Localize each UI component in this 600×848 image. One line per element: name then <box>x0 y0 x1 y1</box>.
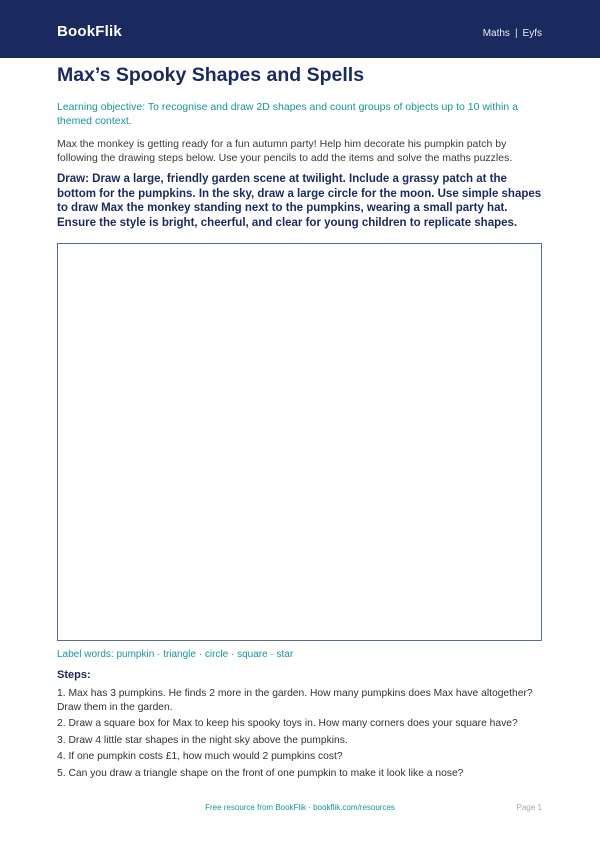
steps-list <box>57 687 547 783</box>
page-title: Max’s Spooky Shapes and Spells <box>57 64 365 86</box>
intro-paragraph: Max the monkey is getting ready for a fun autumn party! Help him decorate his pumpkin patch by following the drawing steps below. Use your pencils to add the items and solve the maths puzzles. <box>57 138 513 164</box>
brand-logo[interactable]: BookFlik <box>57 23 122 40</box>
step-item: 4. If one pumpkin costs £1, how much would 2 pumpkins cost? <box>57 751 343 762</box>
footer-credit[interactable]: Free resource from BookFlik · bookflik.com/resources <box>205 803 395 812</box>
step-item: 1. Max has 3 pumpkins. He finds 2 more in the garden. How many pumpkins does Max have altogether? Draw them in the garden. <box>57 688 533 713</box>
step-item: 2. Draw a square box for Max to keep his spooky toys in. How many corners does your square have? <box>57 718 518 729</box>
breadcrumb-subject[interactable]: Maths <box>482 28 510 39</box>
page-number: Page 1 <box>516 803 542 812</box>
step-item: 5. Can you draw a triangle shape on the front of one pumpkin to make it look like a nose? <box>57 767 464 779</box>
learning-objective: Learning objective: To recognise and draw 2D shapes and count groups of objects up to 10 within a themed context. <box>57 101 518 127</box>
step-item: 3. Draw 4 little star shapes in the night sky above the pumpkins. <box>57 734 348 746</box>
steps-heading: Steps: <box>57 669 91 681</box>
drawing-area[interactable] <box>57 243 542 641</box>
breadcrumb-separator: | <box>514 28 518 39</box>
header-bar <box>0 0 600 58</box>
label-words: Label words: pumpkin · triangle · circle · square · star <box>57 649 294 660</box>
draw-instruction: Draw: Draw a large, friendly garden scene at twilight. Include a grassy patch at the bottom for the pumpkins. In the sky, draw a large circle for the moon. Use simple shapes to draw Max the monkey standing next to the pumpkins, wearing a small party hat. Ensure the style is bright, cheerful, and clear for young children to replicate shapes. <box>57 173 542 229</box>
breadcrumb-level[interactable]: Eyfs <box>522 28 542 39</box>
breadcrumb <box>483 28 542 39</box>
